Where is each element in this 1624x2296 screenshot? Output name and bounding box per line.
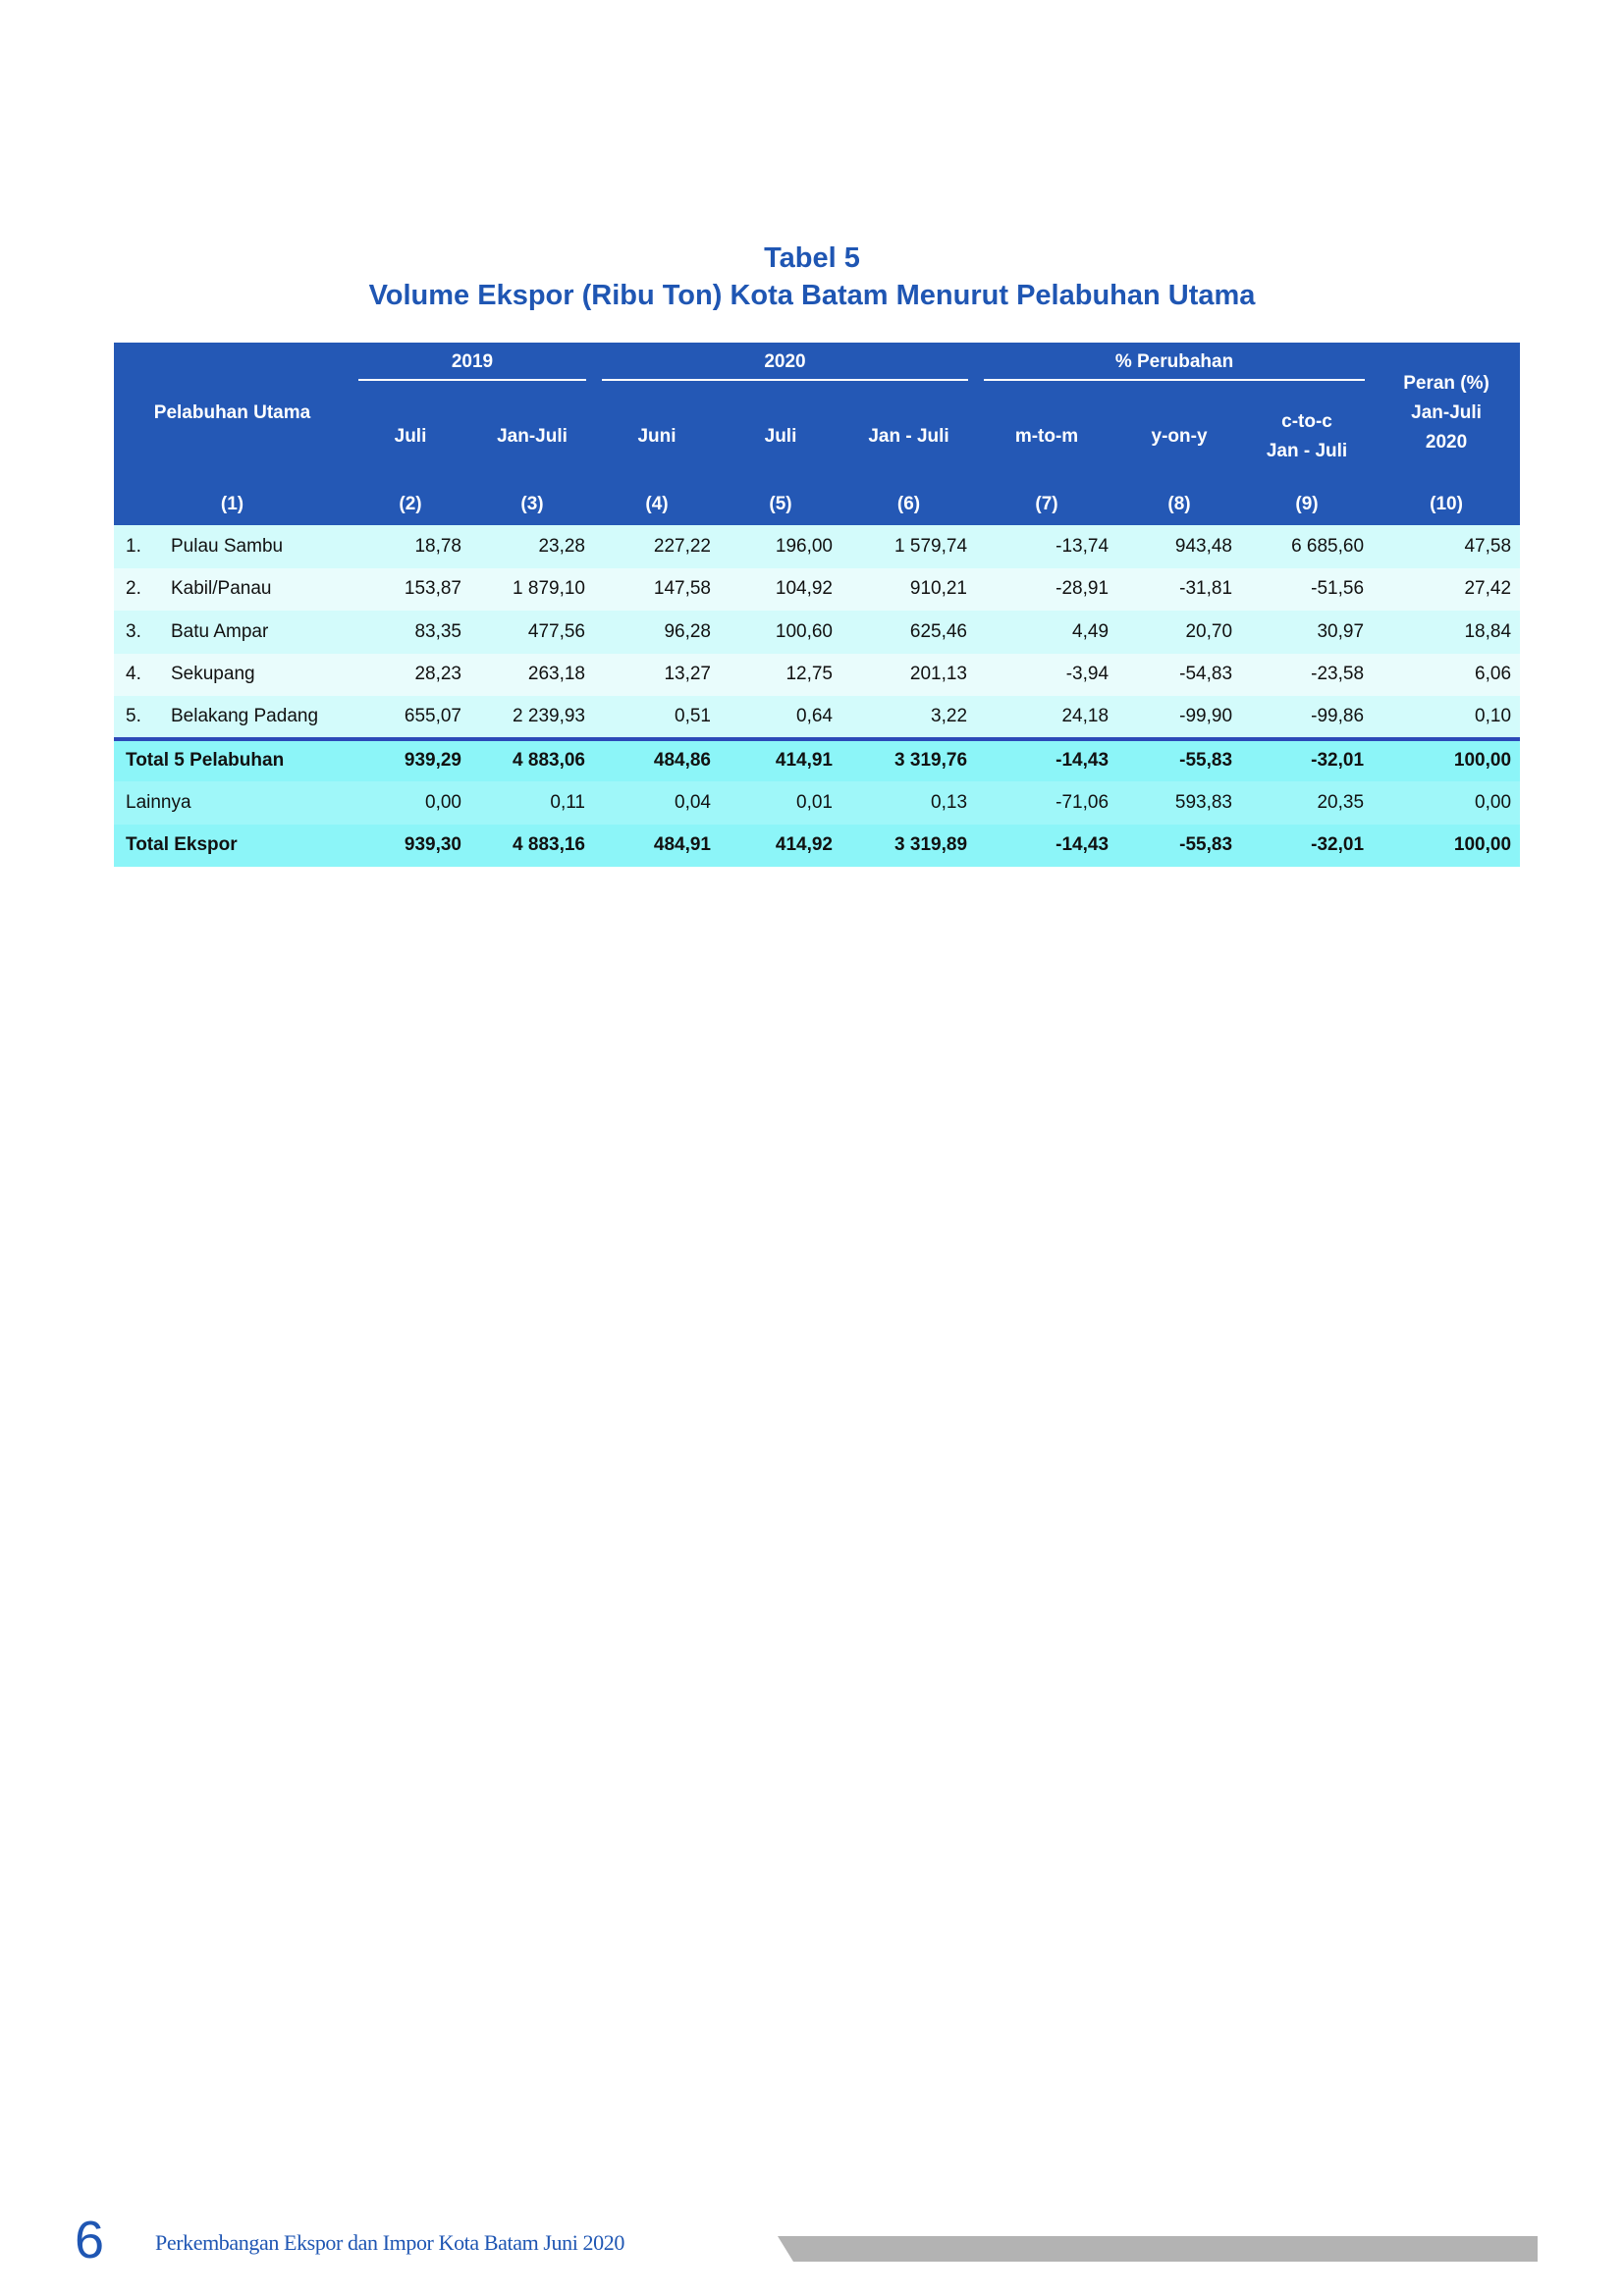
- header-2019-juli: Juli: [351, 390, 470, 484]
- row-label: Total Ekspor: [114, 825, 351, 868]
- table-cell: 147,58: [594, 568, 720, 612]
- table-cell: 196,00: [720, 525, 841, 568]
- table-cell: 263,18: [470, 654, 594, 697]
- col-number-8: (8): [1117, 484, 1241, 525]
- table-row: [114, 611, 1520, 654]
- table-cell: -55,83: [1117, 825, 1241, 868]
- col-number-3: (3): [470, 484, 594, 525]
- table-cell: 0,00: [1373, 781, 1520, 825]
- row-label: 4. Sekupang: [114, 654, 351, 697]
- table-cell: 477,56: [470, 611, 594, 654]
- table-cell: 201,13: [841, 654, 976, 697]
- header-group-2019: 2019: [351, 343, 594, 390]
- table-cell: 104,92: [720, 568, 841, 612]
- header-m-to-m: m-to-m: [976, 390, 1117, 484]
- table-cell: -55,83: [1117, 739, 1241, 782]
- export-volume-table: [114, 343, 1520, 867]
- row-label: 3. Batu Ampar: [114, 611, 351, 654]
- table-cell: -23,58: [1241, 654, 1373, 697]
- table-cell: -13,74: [976, 525, 1117, 568]
- table-cell: 18,78: [351, 525, 470, 568]
- col-number-6: (6): [841, 484, 976, 525]
- table-cell: 0,10: [1373, 696, 1520, 739]
- table-cell: 100,60: [720, 611, 841, 654]
- table-cell: 100,00: [1373, 739, 1520, 782]
- col-number-2: (2): [351, 484, 470, 525]
- table-number: Tabel 5: [764, 242, 860, 274]
- table-cell: -51,56: [1241, 568, 1373, 612]
- col-number-4: (4): [594, 484, 720, 525]
- table-cell: 28,23: [351, 654, 470, 697]
- table-cell: 625,46: [841, 611, 976, 654]
- table-row: [114, 696, 1520, 739]
- table-cell: 484,91: [594, 825, 720, 868]
- lainnya-row: [114, 781, 1520, 825]
- total-5-pelabuhan-row: [114, 739, 1520, 782]
- table-cell: 153,87: [351, 568, 470, 612]
- row-label: 5. Belakang Padang: [114, 696, 351, 739]
- table-cell: 4,49: [976, 611, 1117, 654]
- table-cell: 414,92: [720, 825, 841, 868]
- table-cell: 27,42: [1373, 568, 1520, 612]
- table-cell: 1 879,10: [470, 568, 594, 612]
- table-cell: -99,90: [1117, 696, 1241, 739]
- header-2020-juni: Juni: [594, 390, 720, 484]
- row-label: 1. Pulau Sambu: [114, 525, 351, 568]
- header-2020-juli: Juli: [720, 390, 841, 484]
- header-c-to-c: c-to-c Jan - Juli: [1241, 390, 1373, 484]
- table-cell: 24,18: [976, 696, 1117, 739]
- table-cell: -32,01: [1241, 825, 1373, 868]
- table-cell: 593,83: [1117, 781, 1241, 825]
- table-cell: -28,91: [976, 568, 1117, 612]
- table-cell: 13,27: [594, 654, 720, 697]
- table-cell: 227,22: [594, 525, 720, 568]
- header-2019-jan-juli: Jan-Juli: [470, 390, 594, 484]
- table-cell: 484,86: [594, 739, 720, 782]
- page-number: 6: [75, 2211, 105, 2269]
- table-cell: 0,01: [720, 781, 841, 825]
- table-cell: 0,11: [470, 781, 594, 825]
- row-label: Total 5 Pelabuhan: [114, 739, 351, 782]
- table-cell: 4 883,16: [470, 825, 594, 868]
- table-cell: 0,04: [594, 781, 720, 825]
- table-cell: 20,35: [1241, 781, 1373, 825]
- footer-title: Perkembangan Ekspor dan Impor Kota Batam Juni 2020: [155, 2230, 624, 2255]
- table-cell: 0,13: [841, 781, 976, 825]
- row-label: Lainnya: [114, 781, 351, 825]
- header-peran: Peran (%) Jan-Juli 2020: [1373, 343, 1520, 484]
- table-caption: Volume Ekspor (Ribu Ton) Kota Batam Menurut Pelabuhan Utama: [368, 280, 1256, 311]
- col-number-1: (1): [114, 484, 351, 525]
- table-cell: -14,43: [976, 739, 1117, 782]
- col-number-9: (9): [1241, 484, 1373, 525]
- table-cell: 1 579,74: [841, 525, 976, 568]
- table-cell: 6 685,60: [1241, 525, 1373, 568]
- table-row: [114, 654, 1520, 697]
- header-group-2020: 2020: [594, 343, 976, 390]
- table-cell: 943,48: [1117, 525, 1241, 568]
- table-cell: 3,22: [841, 696, 976, 739]
- table-cell: 20,70: [1117, 611, 1241, 654]
- table-cell: -31,81: [1117, 568, 1241, 612]
- table-cell: 939,29: [351, 739, 470, 782]
- total-ekspor-row: [114, 825, 1520, 868]
- table-cell: 939,30: [351, 825, 470, 868]
- table-cell: 2 239,93: [470, 696, 594, 739]
- table-cell: -3,94: [976, 654, 1117, 697]
- table-cell: 83,35: [351, 611, 470, 654]
- footer-decorative-bar: [778, 2236, 1538, 2262]
- table-cell: -99,86: [1241, 696, 1373, 739]
- row-label: 2. Kabil/Panau: [114, 568, 351, 612]
- table-cell: 47,58: [1373, 525, 1520, 568]
- col-number-10: (10): [1373, 484, 1520, 525]
- table-cell: 12,75: [720, 654, 841, 697]
- col-number-7: (7): [976, 484, 1117, 525]
- table-cell: 3 319,76: [841, 739, 976, 782]
- table-row: [114, 568, 1520, 612]
- table-cell: 4 883,06: [470, 739, 594, 782]
- table-cell: 96,28: [594, 611, 720, 654]
- table-cell: -71,06: [976, 781, 1117, 825]
- table-cell: 910,21: [841, 568, 976, 612]
- table-cell: 0,00: [351, 781, 470, 825]
- header-pelabuhan-utama: Pelabuhan Utama: [114, 343, 351, 484]
- header-y-on-y: y-on-y: [1117, 390, 1241, 484]
- col-number-5: (5): [720, 484, 841, 525]
- table-cell: 18,84: [1373, 611, 1520, 654]
- table-cell: 3 319,89: [841, 825, 976, 868]
- table-title: [0, 240, 1624, 314]
- table-cell: -32,01: [1241, 739, 1373, 782]
- table-cell: 23,28: [470, 525, 594, 568]
- table-cell: 414,91: [720, 739, 841, 782]
- table-cell: 0,64: [720, 696, 841, 739]
- table-cell: 30,97: [1241, 611, 1373, 654]
- table-cell: 655,07: [351, 696, 470, 739]
- table-cell: 100,00: [1373, 825, 1520, 868]
- header-group-perubahan: % Perubahan: [976, 343, 1373, 390]
- table-cell: -14,43: [976, 825, 1117, 868]
- table-cell: -54,83: [1117, 654, 1241, 697]
- table-cell: 6,06: [1373, 654, 1520, 697]
- header-2020-jan-juli: Jan - Juli: [841, 390, 976, 484]
- table-cell: 0,51: [594, 696, 720, 739]
- table-row: [114, 525, 1520, 568]
